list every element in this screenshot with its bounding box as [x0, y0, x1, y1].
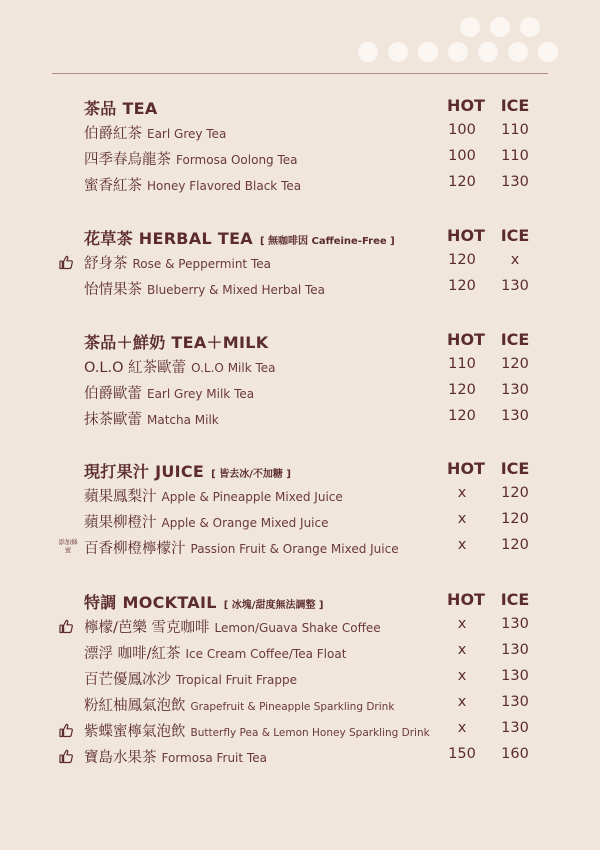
item-name-zh: 伯爵歐蕾 [84, 386, 142, 402]
section-note: [ 皆去冰/不加糖 ] [211, 469, 291, 480]
ice-price: 130 [501, 694, 529, 710]
hot-price: x [457, 616, 467, 632]
item-name-en: Earl Grey Milk Tea [147, 387, 255, 401]
ice-price: 120 [501, 537, 529, 553]
dot [538, 42, 558, 62]
dot [490, 17, 510, 37]
item-name-en: Ice Cream Coffee/Tea Float [185, 647, 347, 661]
ice-price: 130 [501, 720, 529, 736]
menu-item [0, 408, 600, 430]
hot-price: x [457, 668, 467, 684]
section-header [84, 96, 158, 118]
section-title: 花草茶 HERBAL TEA [84, 229, 253, 248]
thumbs-up-icon [58, 618, 74, 634]
item-name [84, 720, 430, 741]
item-name-en: Grapefruit & Pineapple Sparkling Drink [190, 701, 395, 713]
section-title: 現打果汁 JUICE [84, 462, 205, 481]
item-name-zh: 四季春烏龍茶 [84, 152, 171, 168]
item-name [84, 668, 297, 689]
ice-column-header: ICE [500, 226, 530, 245]
item-name [84, 356, 276, 377]
item-name-en: Tropical Fruit Frappe [176, 673, 297, 687]
item-name-en: Earl Grey Tea [147, 127, 227, 141]
item-name [84, 252, 271, 273]
hot-column-header: HOT [447, 330, 485, 349]
section-note: [ 冰塊/甜度無法調整 ] [223, 600, 324, 611]
item-name-en: Honey Flavored Black Tea [147, 179, 302, 193]
section-header [84, 330, 268, 352]
ice-column-header: ICE [500, 96, 530, 115]
item-name-en: Formosa Oolong Tea [176, 153, 298, 167]
item-name [84, 511, 329, 532]
ice-price: 110 [501, 122, 529, 138]
menu-item [0, 616, 600, 638]
ice-price: 130 [501, 278, 529, 294]
section-title: 茶品＋鮮奶 TEA＋MILK [84, 333, 269, 352]
item-name-zh: 粉紅柚鳳氣泡飲 [84, 698, 186, 714]
hot-price: x [457, 485, 467, 501]
thumbs-up-icon [58, 722, 74, 738]
item-name-zh: 寶島水果茶 [84, 750, 157, 766]
dot [478, 42, 498, 62]
item-name [84, 616, 381, 637]
item-name-zh: 怡情果茶 [84, 282, 142, 298]
section-title: 茶品 TEA [84, 99, 158, 118]
ice-price: 160 [501, 746, 529, 762]
hot-price: 120 [448, 278, 476, 294]
ice-price: 130 [501, 668, 529, 684]
hot-price: 110 [448, 356, 476, 372]
thumbs-up-icon [58, 748, 74, 764]
thumbs-up-icon [58, 254, 74, 270]
menu-item [0, 148, 600, 170]
ice-price: 130 [501, 616, 529, 632]
dot [508, 42, 528, 62]
item-name [84, 485, 343, 506]
hot-column-header: HOT [447, 96, 485, 115]
item-name [84, 642, 346, 663]
section-title: 特調 MOCKTAIL [84, 593, 217, 612]
item-name-en: Formosa Fruit Tea [161, 751, 267, 765]
item-name [84, 122, 226, 143]
hot-column-header: HOT [447, 226, 485, 245]
side-note: 添加蜂蜜 [58, 538, 78, 554]
item-name-en: Blueberry & Mixed Herbal Tea [147, 283, 326, 297]
hot-price: x [457, 642, 467, 658]
hot-price: 150 [448, 746, 476, 762]
menu-item [0, 694, 600, 716]
menu-item [0, 356, 600, 378]
top-divider [52, 73, 548, 74]
ice-price: 120 [501, 356, 529, 372]
ice-price: 130 [501, 408, 529, 424]
hot-price: 120 [448, 174, 476, 190]
ice-price: 130 [501, 382, 529, 398]
hot-column-header: HOT [447, 459, 485, 478]
hot-price: 120 [448, 408, 476, 424]
menu-item [0, 382, 600, 404]
menu-item [0, 511, 600, 533]
item-name-zh: 伯爵紅茶 [84, 126, 142, 142]
hot-price: 120 [448, 382, 476, 398]
menu-item [0, 278, 600, 300]
item-name-zh: 百香柳橙檸檬汁 [84, 541, 186, 557]
ice-price: 110 [501, 148, 529, 164]
hot-price: 120 [448, 252, 476, 268]
item-name-zh: 蘋果柳橙汁 [84, 515, 157, 531]
item-name-en: Apple & Orange Mixed Juice [161, 516, 329, 530]
item-name-en: Lemon/Guava Shake Coffee [214, 621, 381, 635]
hot-price: x [457, 720, 467, 736]
section-header [84, 590, 324, 612]
item-name-zh: 紫蝶蜜檸氣泡飲 [84, 724, 186, 740]
menu-item [0, 537, 600, 559]
item-name-en: Apple & Pineapple Mixed Juice [161, 490, 343, 504]
item-name-en: Matcha Milk [147, 413, 219, 427]
menu-item [0, 485, 600, 507]
item-name-zh: 舒身茶 [84, 256, 128, 272]
section-note: [ 無咖啡因 Caffeine-Free ] [259, 236, 395, 247]
dot [520, 17, 540, 37]
ice-price: 130 [501, 174, 529, 190]
hot-price: x [457, 511, 467, 527]
hot-price: 100 [448, 122, 476, 138]
item-name-en: Butterfly Pea & Lemon Honey Sparkling Drink [190, 727, 430, 739]
menu-item [0, 668, 600, 690]
item-name-zh: 百芒優鳳冰沙 [84, 672, 171, 688]
item-name-en: Rose & Peppermint Tea [132, 257, 271, 271]
section-header [84, 459, 291, 481]
dot [448, 42, 468, 62]
ice-column-header: ICE [500, 459, 530, 478]
item-name [84, 174, 301, 195]
dot [358, 42, 378, 62]
menu-item [0, 122, 600, 144]
item-name [84, 746, 267, 767]
ice-column-header: ICE [500, 330, 530, 349]
item-name [84, 408, 219, 429]
item-name [84, 537, 399, 558]
item-name-zh: 檸檬/芭樂 雪克咖啡 [84, 620, 210, 636]
ice-price: x [510, 252, 520, 268]
decorative-dots [0, 0, 600, 70]
item-name-zh: 蜜香紅茶 [84, 178, 142, 194]
item-name [84, 148, 298, 169]
menu-item [0, 746, 600, 768]
item-name [84, 278, 325, 299]
item-name-zh: O.L.O 紅茶歐蕾 [84, 360, 187, 376]
item-name-zh: 漂浮 咖啡/紅茶 [84, 646, 181, 662]
item-name [84, 382, 254, 403]
ice-price: 120 [501, 511, 529, 527]
section-header [84, 226, 395, 248]
ice-price: 130 [501, 642, 529, 658]
dot [460, 17, 480, 37]
item-name-zh: 抹茶歐蕾 [84, 412, 142, 428]
menu-item [0, 252, 600, 274]
hot-price: 100 [448, 148, 476, 164]
ice-price: 120 [501, 485, 529, 501]
item-name [84, 694, 394, 715]
dot [418, 42, 438, 62]
ice-column-header: ICE [500, 590, 530, 609]
item-name-en: O.L.O Milk Tea [191, 361, 276, 375]
item-name-en: Passion Fruit & Orange Mixed Juice [190, 542, 399, 556]
hot-price: x [457, 694, 467, 710]
hot-column-header: HOT [447, 590, 485, 609]
menu-item [0, 720, 600, 742]
hot-price: x [457, 537, 467, 553]
menu-item [0, 642, 600, 664]
item-name-zh: 蘋果鳳梨汁 [84, 489, 157, 505]
menu-item [0, 174, 600, 196]
dot [388, 42, 408, 62]
